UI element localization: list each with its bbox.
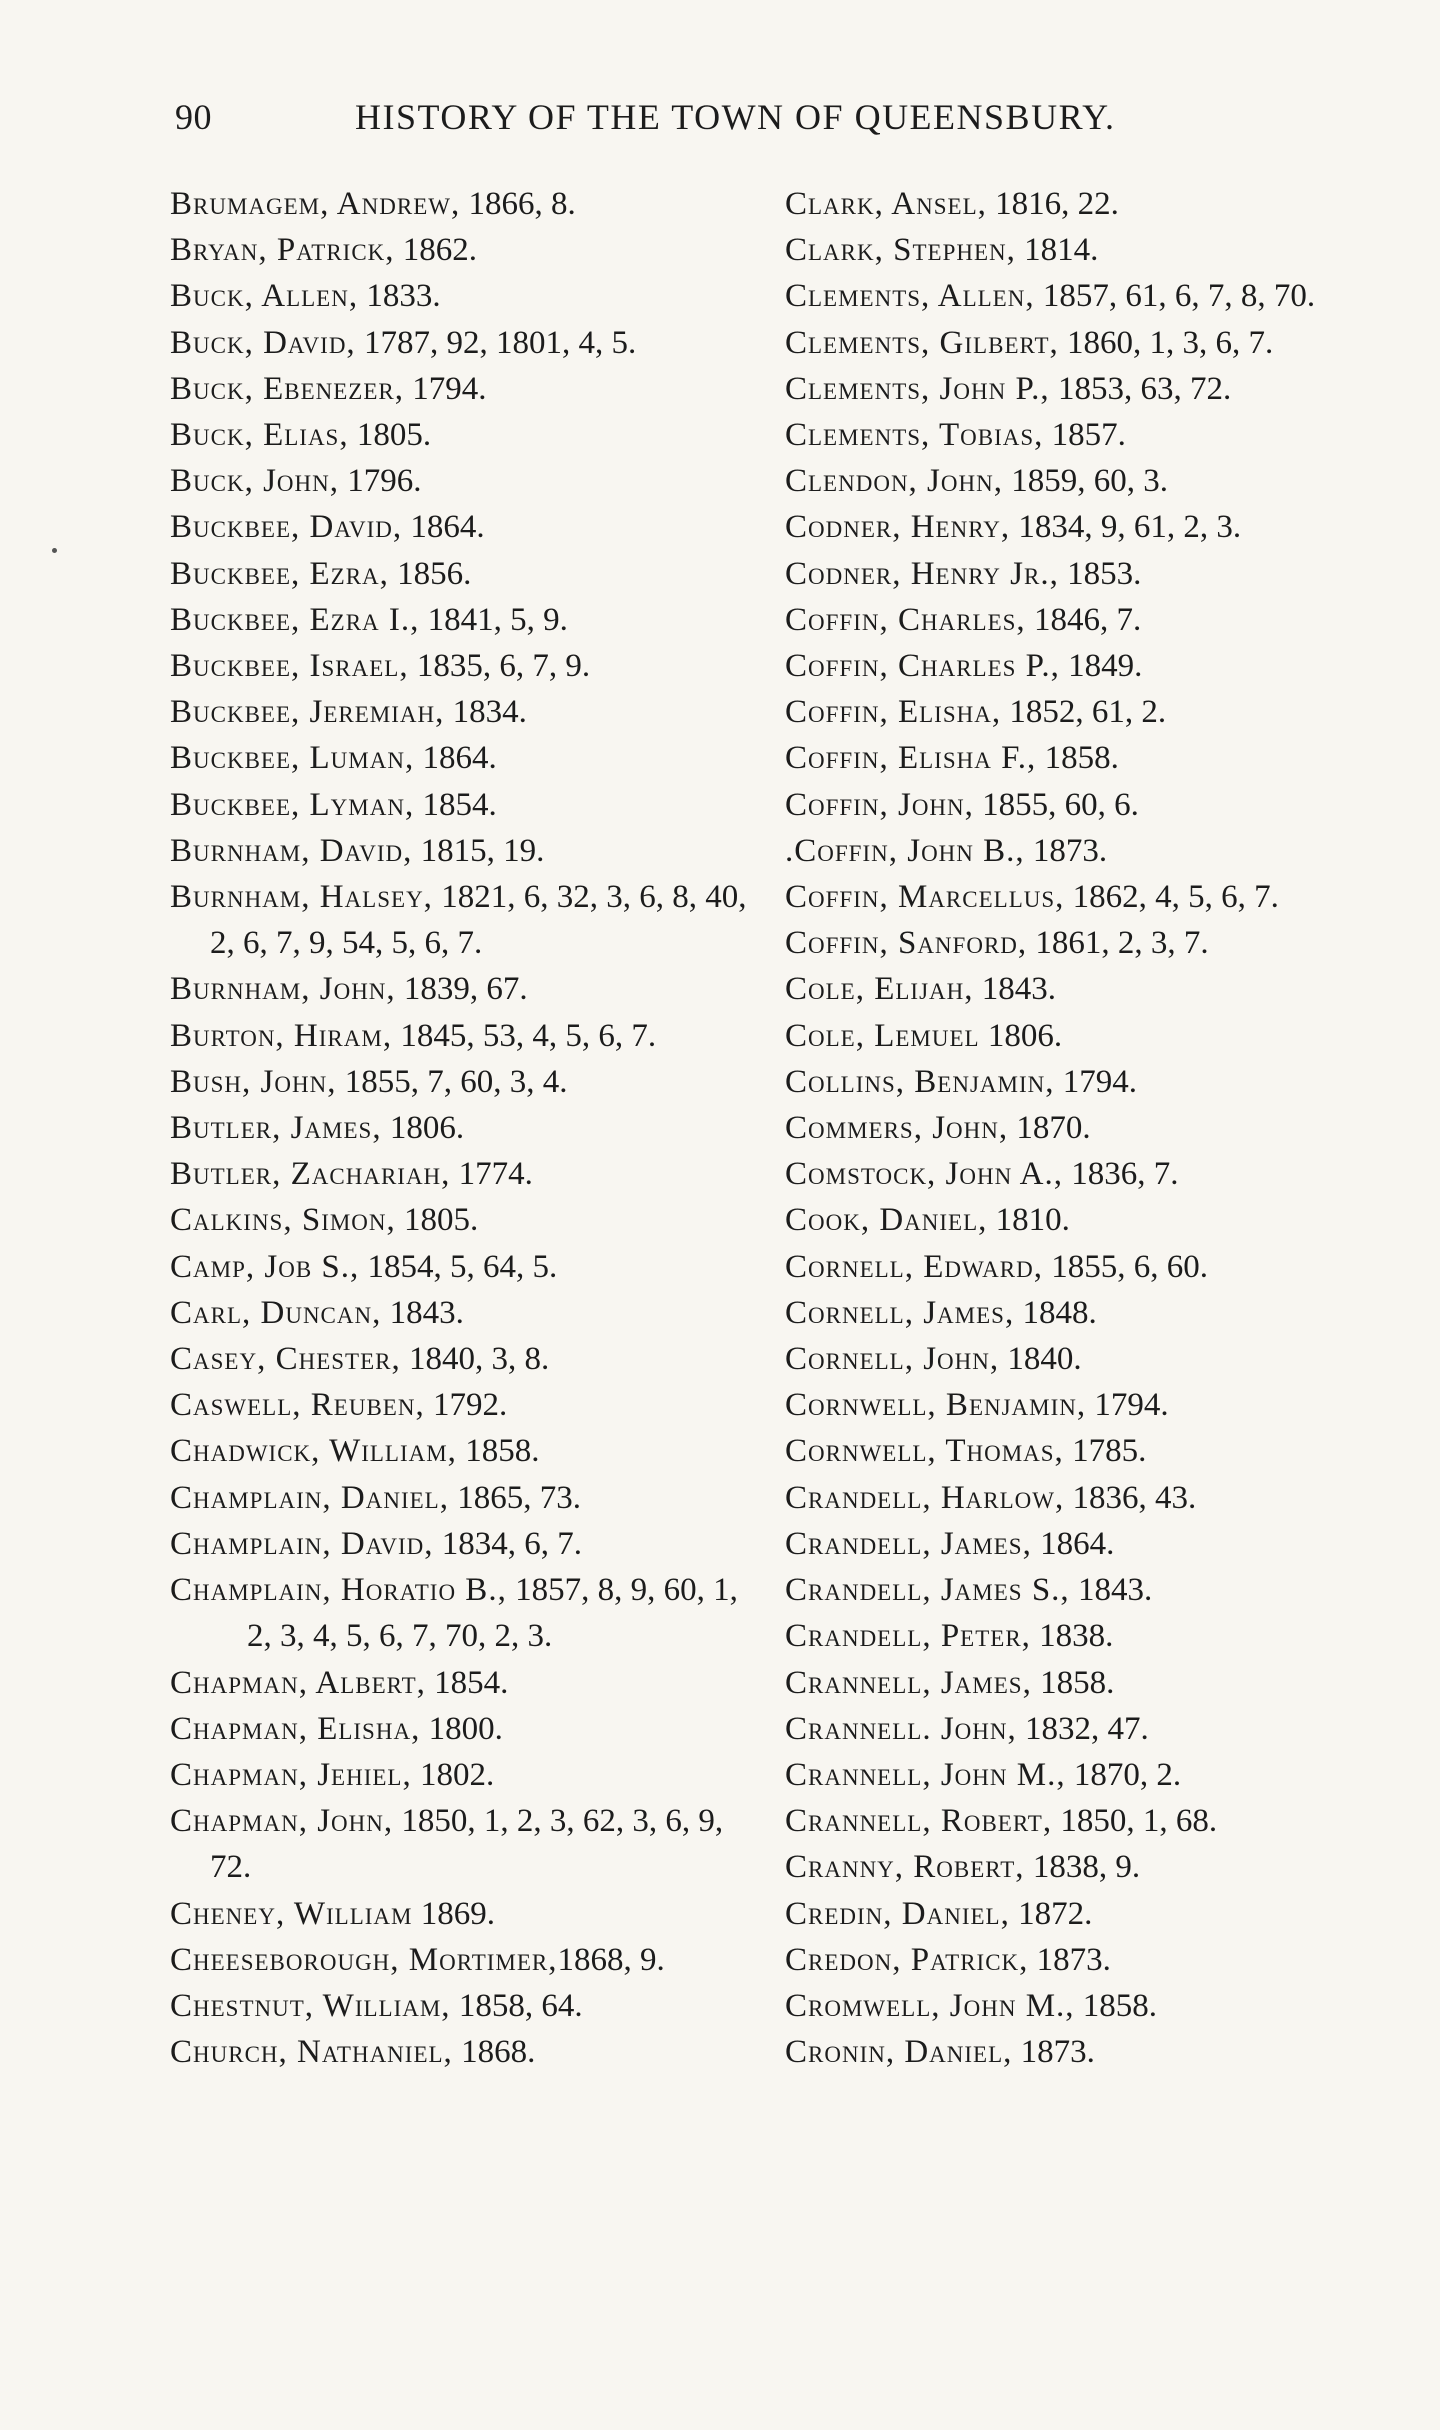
index-entry <box>785 1151 1385 1197</box>
entry-name: Cornwell, Benjamin, <box>785 1387 1087 1424</box>
margin-speck <box>52 548 57 553</box>
index-entry <box>785 1059 1385 1105</box>
entry-name: Butler, James, <box>170 1110 382 1147</box>
entry-years: 1856. <box>388 555 472 592</box>
entry-name: Caswell, Reuben, <box>170 1387 425 1424</box>
entry-years: 1868, 9. <box>557 1941 665 1978</box>
index-entry <box>170 181 750 227</box>
index-entry <box>785 1290 1385 1336</box>
entry-years: 1785. <box>1063 1433 1147 1470</box>
index-entry <box>785 920 1385 966</box>
entry-years: 1805. <box>348 417 432 454</box>
entry-name: Crannell. John, <box>785 1710 1017 1747</box>
entry-years: 1873. <box>1012 2034 1095 2071</box>
index-entry <box>785 1937 1385 1983</box>
entry-years: 1839, 67. <box>395 971 528 1008</box>
entry-name: Cornell, Edward, <box>785 1248 1043 1285</box>
entry-name: Cromwell, John M., <box>785 1987 1075 2024</box>
entry-years: 1821, 6, 32, 3, 6, 8, 40, 2, 6, 7, 9, 54, 5, 6, 7. <box>210 879 747 962</box>
entry-years: 1852, 61, 2. <box>1001 694 1167 731</box>
entry-name: Commers, John, <box>785 1110 1009 1147</box>
entry-years: 1805. <box>395 1202 479 1239</box>
index-entry <box>170 1059 750 1105</box>
entry-years: 1836, 7. <box>1063 1156 1179 1193</box>
entry-name: Burnham, Halsey, <box>170 879 433 916</box>
entry-years: 1845, 53, 4, 5, 6, 7. <box>392 1017 657 1054</box>
entry-years: 1794. <box>1054 1063 1137 1100</box>
entry-name: Cornell, John, <box>785 1341 1000 1378</box>
index-entry <box>785 2029 1385 2075</box>
index-entry <box>785 273 1385 319</box>
entry-years: 1843. <box>973 971 1057 1008</box>
entry-years: 1840, 3, 8. <box>400 1341 550 1378</box>
entry-years: 1843. <box>1069 1572 1153 1609</box>
index-entry <box>785 1983 1385 2029</box>
entry-years: 1810. <box>987 1202 1070 1239</box>
entry-name: Clark, Ansel, <box>785 186 987 222</box>
entry-name: Champlain, David, <box>170 1525 434 1562</box>
entry-name: Cronin, Daniel, <box>785 2034 1013 2071</box>
index-entry <box>170 1151 750 1197</box>
index-entry <box>785 1197 1385 1243</box>
entry-name: Chapman, Elisha, <box>170 1710 421 1747</box>
index-entry <box>170 227 750 273</box>
entry-name: Coffin, Sanford, <box>785 925 1028 962</box>
entry-years: 1869. <box>412 1895 495 1932</box>
entry-years: 1870. <box>1008 1110 1091 1147</box>
entry-name: Cook, Daniel, <box>785 1202 988 1239</box>
index-entry <box>785 643 1385 689</box>
entry-name: Buck, John, <box>170 463 339 500</box>
entry-years: 1836, 43. <box>1064 1479 1197 1516</box>
entry-years: 1857, 61, 6, 7, 8, 70. <box>1034 278 1316 315</box>
index-entry <box>170 2029 750 2075</box>
entry-years: 1858. <box>1074 1987 1158 2024</box>
entry-name: Cole, Elijah, <box>785 971 974 1008</box>
entry-years: 1873. <box>1028 1941 1111 1978</box>
index-entry <box>785 1521 1385 1567</box>
entry-years: 1792. <box>424 1387 508 1424</box>
entry-years: 1850, 1, 68. <box>1052 1803 1218 1840</box>
entry-name: Crandell, Harlow, <box>785 1479 1065 1516</box>
index-entry <box>785 320 1385 366</box>
index-entry <box>785 735 1385 781</box>
entry-name: Coffin, Charles P., <box>785 648 1060 685</box>
left-column <box>170 181 750 2075</box>
entry-name: Codner, Henry, <box>785 509 1011 546</box>
entry-years: 1857. <box>1043 417 1126 454</box>
entry-years: 1834. <box>444 694 527 731</box>
entry-name: Chapman, Jehiel, <box>170 1756 412 1793</box>
entry-years: 1853, 63, 72. <box>1049 370 1232 407</box>
entry-name: Buckbee, Ezra I., <box>170 601 420 638</box>
entry-name: Burton, Hiram, <box>170 1017 393 1054</box>
index-entry <box>170 320 750 366</box>
index-entry <box>170 1197 750 1243</box>
entry-name: Buckbee, Luman, <box>170 740 415 777</box>
index-entry <box>785 597 1385 643</box>
entry-years: 1858. <box>1031 1664 1115 1701</box>
index-entry <box>170 504 750 550</box>
entry-name: Credin, Daniel, <box>785 1895 1010 1932</box>
entry-years: 1849. <box>1059 648 1143 685</box>
entry-name: Brumagem, Andrew, <box>170 186 461 222</box>
entry-name: Buckbee, Lyman, <box>170 786 415 823</box>
entry-name: Crandell, Peter, <box>785 1618 1031 1655</box>
entry-name: Crandell, James S., <box>785 1572 1070 1609</box>
index-entry <box>785 1752 1385 1798</box>
index-entry <box>170 273 750 319</box>
entry-name: Bush, John, <box>170 1063 337 1100</box>
right-column <box>785 181 1385 2075</box>
index-entry <box>170 782 750 828</box>
index-entry <box>170 1336 750 1382</box>
index-entry <box>170 1706 750 1752</box>
entry-years: 1855, 60, 6. <box>973 786 1139 823</box>
index-entry <box>170 551 750 597</box>
entry-name: Clements, Gilbert, <box>785 324 1059 361</box>
entry-years: 1862, 4, 5, 6, 7. <box>1064 879 1279 916</box>
index-entry <box>170 597 750 643</box>
entry-years: 1834, 9, 61, 2, 3. <box>1010 509 1242 546</box>
index-entry <box>170 1290 750 1336</box>
entry-name: Buckbee, Ezra, <box>170 555 389 592</box>
entry-years: 1859, 60, 3. <box>1002 463 1168 500</box>
entry-name: Clements, Tobias, <box>785 417 1044 454</box>
index-entry <box>785 1613 1385 1659</box>
entry-name: Church, Nathaniel, <box>170 2034 453 2071</box>
index-entry <box>170 828 750 874</box>
index-entry <box>785 181 1385 227</box>
entry-years: 1838, 9. <box>1024 1849 1141 1886</box>
index-entry <box>785 366 1385 412</box>
entry-name: Cornell, James, <box>785 1294 1015 1331</box>
index-entry <box>785 458 1385 504</box>
entry-name: Crannell, James, <box>785 1664 1032 1701</box>
entry-name: Coffin, Elisha F., <box>785 740 1037 777</box>
entry-years: 1858. <box>1036 740 1119 777</box>
entry-name: Credon, Patrick, <box>785 1941 1029 1978</box>
index-entry <box>170 1567 750 1659</box>
entry-name: Buckbee, Jeremiah, <box>170 694 445 731</box>
index-entry <box>170 1660 750 1706</box>
running-head: HISTORY OF THE TOWN OF QUEENSBURY. <box>355 97 1116 137</box>
index-entry <box>785 1706 1385 1752</box>
entry-years: 1806. <box>979 1017 1063 1054</box>
index-entry <box>170 412 750 458</box>
entry-name: Buckbee, Israel, <box>170 648 409 685</box>
entry-name: Burnham, David, <box>170 832 413 869</box>
entry-name: Coffin, Charles, <box>785 601 1026 638</box>
entry-name: Clendon, John, <box>785 463 1003 500</box>
entry-years: 1864. <box>402 509 485 546</box>
index-entry <box>170 1475 750 1521</box>
index-entry <box>170 1891 750 1937</box>
index-entry <box>785 874 1385 920</box>
entry-years: 1860, 1, 3, 6, 7. <box>1058 324 1274 361</box>
entry-years: 1774. <box>450 1156 533 1193</box>
index-entry <box>785 1105 1385 1151</box>
entry-years: 1855, 6, 60. <box>1042 1248 1208 1285</box>
entry-name: Crannell, John M., <box>785 1756 1066 1793</box>
entry-years: 1855, 7, 60, 3, 4. <box>336 1063 568 1100</box>
entry-years: 1835, 6, 7, 9. <box>408 648 591 685</box>
entry-years: 1873. <box>1024 832 1108 869</box>
index-entry <box>785 828 1385 874</box>
entry-name: Champlain, Daniel, <box>170 1479 449 1516</box>
entry-years: 1840. <box>999 1341 1082 1378</box>
entry-years: 1796. <box>339 463 422 500</box>
entry-years: 1861, 2, 3, 7. <box>1027 925 1209 962</box>
entry-name: Clements, John P., <box>785 370 1050 407</box>
index-entry <box>170 1521 750 1567</box>
entry-years: 1846, 7. <box>1025 601 1142 638</box>
entry-name: Cornwell, Thomas, <box>785 1433 1064 1470</box>
index-entry <box>170 966 750 1012</box>
entry-name: Crandell, James, <box>785 1525 1032 1562</box>
entry-years: 1834, 6, 7. <box>433 1525 583 1562</box>
entry-name: Clark, Stephen, <box>785 232 1016 269</box>
index-entry <box>785 551 1385 597</box>
entry-name: Chapman, John, <box>170 1803 394 1840</box>
entry-years: 1853. <box>1058 555 1142 592</box>
entry-name: Crannell, Robert, <box>785 1803 1053 1840</box>
entry-years: 1858, 64. <box>450 1987 583 2024</box>
index-entry <box>785 1798 1385 1844</box>
entry-name: Burnham, John, <box>170 971 396 1008</box>
entry-name: Chestnut, William, <box>170 1987 451 2024</box>
entry-name: Bryan, Patrick, <box>170 232 395 269</box>
index-entry <box>170 1798 750 1890</box>
index-entry <box>785 1336 1385 1382</box>
index-entry <box>170 1105 750 1151</box>
index-entry <box>785 1475 1385 1521</box>
entry-years: 1850, 1, 2, 3, 62, 3, 6, 9, 72. <box>210 1803 724 1886</box>
entry-name: Collins, Benjamin, <box>785 1063 1055 1100</box>
index-entry <box>785 1382 1385 1428</box>
entry-years: 1868. <box>452 2034 536 2071</box>
entry-name: Cheeseborough, Mortimer, <box>170 1941 558 1978</box>
entry-years: 1787, 92, 1801, 4, 5. <box>355 324 637 361</box>
entry-years: 1815, 19. <box>412 832 545 869</box>
entry-years: 1800. <box>420 1710 503 1747</box>
index-entry <box>170 1937 750 1983</box>
index-entry <box>170 458 750 504</box>
entry-name: Buck, Allen, <box>170 278 359 315</box>
entry-name: Buck, Elias, <box>170 417 349 454</box>
entry-years: 1858. <box>456 1433 540 1470</box>
index-entry <box>785 1428 1385 1474</box>
index-entry <box>785 412 1385 458</box>
entry-name: Carl, Duncan, <box>170 1294 382 1331</box>
index-entry <box>170 689 750 735</box>
entry-years: 1802. <box>411 1756 495 1793</box>
index-entry <box>170 874 750 966</box>
index-entry <box>170 1244 750 1290</box>
entry-name: Champlain, Horatio B., <box>170 1572 507 1609</box>
index-entry <box>785 782 1385 828</box>
entry-years: 1838. <box>1030 1618 1114 1655</box>
entry-years: 1872. <box>1009 1895 1093 1932</box>
index-entry <box>170 1752 750 1798</box>
entry-name: Codner, Henry Jr., <box>785 555 1059 592</box>
entry-years: 1854, 5, 64, 5. <box>359 1248 558 1285</box>
entry-name: Chadwick, William, <box>170 1433 457 1470</box>
index-entry <box>785 689 1385 735</box>
index-entry <box>170 1983 750 2029</box>
entry-name: Buckbee, David, <box>170 509 403 546</box>
index-entry <box>785 504 1385 550</box>
entry-years: 1843. <box>381 1294 464 1331</box>
entry-name: Cheney, William <box>170 1895 413 1932</box>
index-entry <box>170 643 750 689</box>
entry-years: 1806. <box>381 1110 465 1147</box>
entry-years: 1864. <box>414 740 497 777</box>
index-entry <box>785 1844 1385 1890</box>
index-entry <box>170 1428 750 1474</box>
entry-years: 1854. <box>414 786 497 823</box>
index-entry <box>785 227 1385 273</box>
index-entry <box>785 1013 1385 1059</box>
entry-years: 1862. <box>394 232 478 269</box>
index-entry <box>785 1244 1385 1290</box>
index-entry <box>785 1660 1385 1706</box>
index-entry <box>170 366 750 412</box>
entry-name: Coffin, Marcellus, <box>785 879 1065 916</box>
index-entry <box>170 1382 750 1428</box>
entry-name: Comstock, John A., <box>785 1156 1063 1193</box>
entry-years: 1870, 2. <box>1065 1756 1182 1793</box>
index-entry <box>170 735 750 781</box>
index-entry <box>170 1013 750 1059</box>
entry-years: 1841, 5, 9. <box>419 601 568 638</box>
index-entry <box>785 1891 1385 1937</box>
entry-years: 1854. <box>425 1664 509 1701</box>
entry-name: Cranny, Robert, <box>785 1849 1025 1886</box>
entry-name: .Coffin, John B., <box>785 832 1025 869</box>
entry-years: 1857, 8, 9, 60, 1, 2, 3, 4, 5, 6, 7, 70, 2, 3. <box>247 1572 738 1655</box>
entry-name: Clements, Allen, <box>785 278 1035 315</box>
entry-years: 1832, 47. <box>1016 1710 1149 1747</box>
page-number: 90 <box>175 97 212 137</box>
entry-years: 1816, 22. <box>986 186 1119 222</box>
entry-name: Calkins, Simon, <box>170 1202 396 1239</box>
entry-name: Butler, Zachariah, <box>170 1156 451 1193</box>
entry-years: 1866, 8. <box>460 186 576 222</box>
entry-years: 1794. <box>403 370 487 407</box>
entry-name: Cole, Lemuel <box>785 1017 980 1054</box>
entry-name: Camp, Job S., <box>170 1248 360 1285</box>
entry-name: Chapman, Albert, <box>170 1664 426 1701</box>
entry-name: Buck, David, <box>170 324 356 361</box>
index-entry <box>785 966 1385 1012</box>
entry-years: 1865, 73. <box>448 1479 581 1516</box>
entry-name: Coffin, Elisha, <box>785 694 1002 731</box>
entry-name: Casey, Chester, <box>170 1341 401 1378</box>
entry-years: 1794. <box>1086 1387 1169 1424</box>
page-header <box>175 92 1185 142</box>
entry-years: 1833. <box>358 278 441 315</box>
entry-name: Buck, Ebenezer, <box>170 370 404 407</box>
entry-years: 1848. <box>1014 1294 1097 1331</box>
entry-years: 1814. <box>1015 232 1099 269</box>
index-entry <box>785 1567 1385 1613</box>
entry-years: 1864. <box>1031 1525 1115 1562</box>
entry-name: Coffin, John, <box>785 786 974 823</box>
